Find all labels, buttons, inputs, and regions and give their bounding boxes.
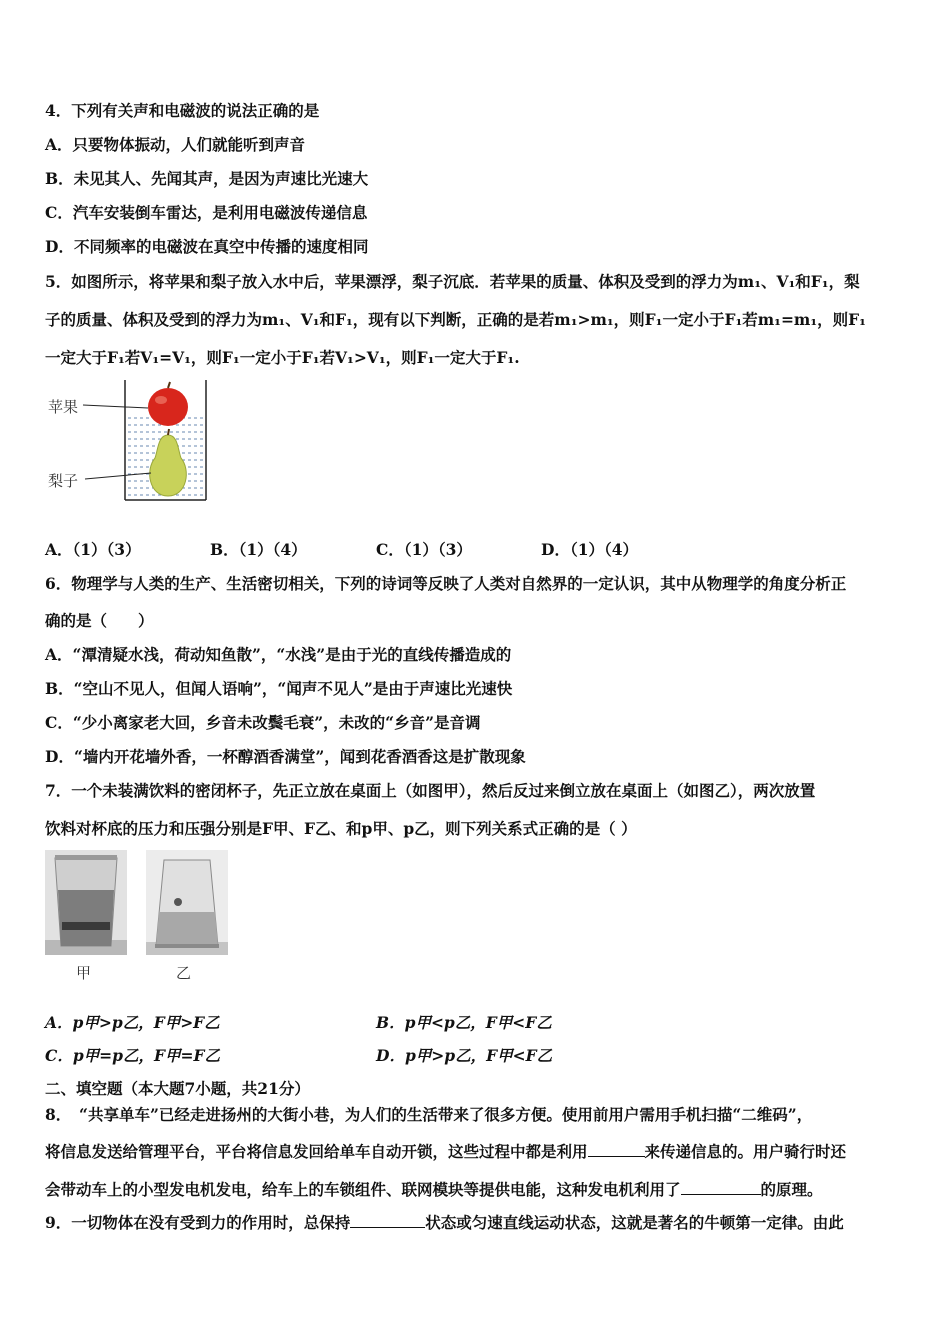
q7-option-b: B．p甲<p乙，F甲<F乙	[376, 1013, 552, 1032]
q7-stem-line1: 7．一个未装满饮料的密闭杯子，先正立放在桌面上（如图甲），然后反过来倒立放在桌面上（如图乙），两次放置	[45, 781, 816, 800]
q8-line2-before-blank: 将信息发送给管理平台，平台将信息发回给单车自动开锁，这些过程中都是利用	[45, 1142, 588, 1161]
q6-option-b: B．“空山不见人，但闻人语响”，“闻声不见人”是由于声速比光速快	[45, 679, 513, 698]
cup-upright-photo	[45, 850, 127, 955]
q6-option-d: D．“墙内开花墙外香，一杯醇酒香满堂”，闻到花香酒香这是扩散现象	[45, 747, 526, 766]
q5-option-c: C．（1）（3）	[376, 540, 472, 559]
pear-label: 梨子	[48, 472, 79, 490]
figure-yi-label: 乙	[176, 964, 192, 982]
q8-line2-after-blank: 来传递信息的。用户骑行时还	[644, 1142, 847, 1161]
section-heading: 二、填空题（本大题7小题，共21分）	[45, 1079, 310, 1098]
q6-option-a: A．“潭清疑水浅，荷动知鱼散”，“水浅”是由于光的直线传播造成的	[45, 645, 512, 664]
q9-stem-line1	[45, 1212, 844, 1234]
q6-stem-line2: 确的是（ ）	[45, 611, 154, 630]
q8-blank-2[interactable]	[681, 1180, 761, 1195]
q8-stem-line1: 8． “共享单车”已经走进扬州的大街小巷，为人们的生活带来了很多方便。使用前用户需用手机扫描“二维码”，	[45, 1105, 813, 1124]
q5-option-b: B．（1）（4）	[210, 540, 307, 559]
q8-stem-line3	[45, 1179, 823, 1201]
q8-line3-after-blank: 的原理。	[760, 1180, 823, 1199]
q4-option-a: A．只要物体振动，人们就能听到声音	[45, 135, 306, 154]
q5-stem-line1: 5．如图所示，将苹果和梨子放入水中后，苹果漂浮，梨子沉底．若苹果的质量、体积及受到的浮力为m₁、V₁和F₁，梨	[45, 272, 860, 291]
q4-option-c: C．汽车安装倒车雷达，是利用电磁波传递信息	[45, 203, 368, 222]
q8-blank-1[interactable]	[588, 1142, 645, 1157]
q5-stem-line3: 一定大于F₁若V₁=V₁，则F₁一定小于F₁若V₁>V₁，则F₁一定大于F₁.	[45, 348, 520, 367]
q6-option-c: C．“少小离家老大回，乡音未改鬓毛衰”，未改的“乡音”是音调	[45, 713, 481, 732]
q7-option-a: A．p甲>p乙，F甲>F乙	[45, 1013, 220, 1032]
cup-inverted-photo	[146, 850, 228, 955]
apple-shape	[148, 388, 188, 426]
q7-stem-line2: 饮料对杯底的压力和压强分别是F甲、F乙、和p甲、p乙，则下列关系式正确的是（ ）	[45, 819, 637, 838]
q6-stem-line1: 6．物理学与人类的生产、生活密切相关，下列的诗词等反映了人类对自然界的一定认识，其中从物理学的角度分析正	[45, 574, 847, 593]
q8-line3-before-blank: 会带动车上的小型发电机发电，给车上的车锁组件、联网模块等提供电能，这种发电机利用了	[45, 1180, 681, 1199]
q9-line1-before-blank: 9．一切物体在没有受到力的作用时，总保持	[45, 1213, 351, 1232]
q4-option-d: D．不同频率的电磁波在真空中传播的速度相同	[45, 237, 369, 256]
q7-option-c: C．p甲=p乙，F甲=F乙	[45, 1046, 220, 1065]
q5-option-a: A．（1）（3）	[45, 540, 141, 559]
q8-stem-line2	[45, 1141, 846, 1163]
pear-shape	[150, 435, 187, 496]
q9-blank-1[interactable]	[350, 1213, 425, 1228]
q4-option-b: B．未见其人、先闻其声，是因为声速比光速大	[45, 169, 369, 188]
q9-line1-after-blank: 状态或匀速直线运动状态，这就是著名的牛顿第一定律。由此	[425, 1213, 844, 1232]
apple-label: 苹果	[48, 398, 79, 416]
q5-option-d: D．（1）（4）	[541, 540, 639, 559]
q4-stem: 4．下列有关声和电磁波的说法正确的是	[45, 101, 320, 120]
figure-jia-label: 甲	[76, 964, 92, 982]
q5-stem-line2: 子的质量、体积及受到的浮力为m₁、V₁和F₁，现有以下判断，正确的是若m₁>m₁，则F₁一定小于F₁若m₁=m₁，则F₁	[45, 310, 866, 329]
q7-option-d: D．p甲>p乙，F甲<F乙	[376, 1046, 553, 1065]
